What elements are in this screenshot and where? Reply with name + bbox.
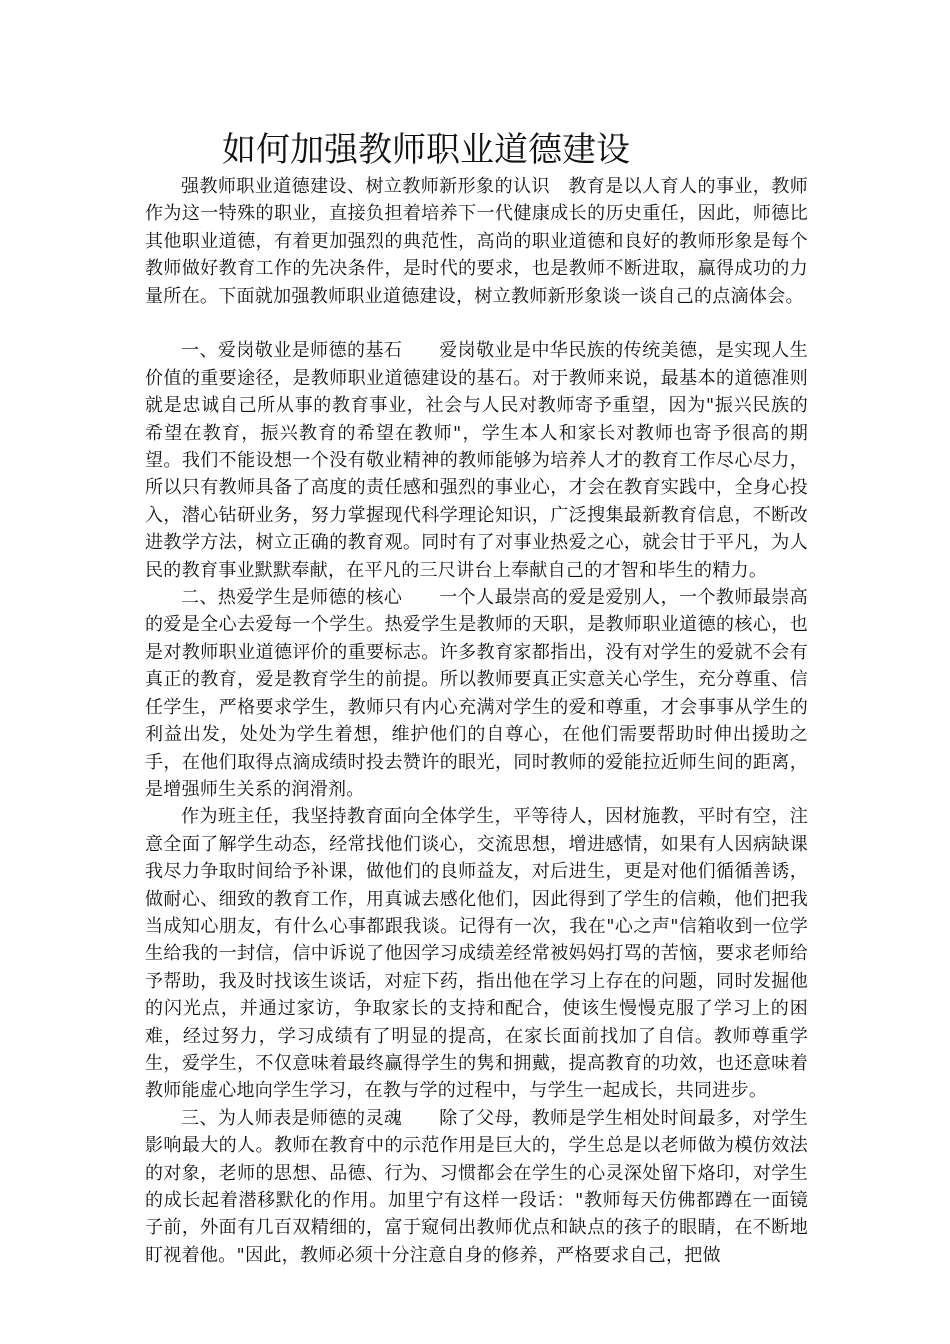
section-2-paragraph: 二、热爱学生是师德的核心 一个人最崇高的爱是爱别人，一个教师最崇高的爱是全心去爱每一个学生。热爱学生是教师的天职，是教师职业道德的核心，也是对教师职业道德评价的重要标志。许多教育家都指出，没有对学生的爱就不会有真正的教育，爱是教育学生的前提。所以教师要真正实意关心学生，充分尊重、信任学生，严格要求学生，教师只有内心充满对学生的爱和尊重，才会事事从学生的利益出发，处处为学生着想，维护他们的自尊心，在他们需要帮助时伸出援助之手，在他们取得点滴成绩时投去赞许的眼光，同时教师的爱能拉近师生间的距离，是增强师生关系的润滑剂。 bbox=[145, 587, 808, 800]
document-body bbox=[145, 173, 808, 1269]
section-3-paragraph: 三、为人师表是师德的灵魂 除了父母，教师是学生相处时间最多，对学生影响最大的人。教师在教育中的示范作用是巨大的，学生总是以老师做为模仿效法的对象，老师的思想、品德、行为、习惯都会在学生的心灵深处留下烙印，对学生的成长起着潜移默化的作用。加里宁有这样一段话："教师每天仿佛都蹲在一面镜子前，外面有几百双精细的，富于窥伺出教师优点和缺点的孩子的眼睛，在不断地盯视着他。"因此，教师必须十分注意自身的修养，严格要求自己，把做 bbox=[145, 1107, 808, 1266]
paragraph-spacer bbox=[145, 310, 808, 337]
section-1-paragraph: 一、爱岗敬业是师德的基石 爱岗敬业是中华民族的传统美德，是实现人生价值的重要途径，是教师职业道德建设的基石。对于教师来说，最基本的道德准则就是忠诚自己所从事的教育事业，社会与人民对教师寄予重望，因为"振兴民族的希望在教育，振兴教育的希望在教师"，学生本人和家长对教师也寄予很高的期望。我们不能设想一个没有敬业精神的教师能够为培养人才的教育工作尽心尽力，所以只有教师具备了高度的责任感和强烈的事业心，才会在教育实践中，全身心投入，潜心钻研业务，努力掌握现代科学理论知识，广泛搜集最新教育信息，不断改进教学方法，树立正确的教育观。同时有了对事业热爱之心，就会甘于平凡，为人民的教育事业默默奉献，在平凡的三尺讲台上奉献自己的才智和毕生的精力。 bbox=[145, 340, 808, 581]
document-title: 如何加强教师职业道德建设 bbox=[222, 130, 630, 170]
class-teacher-paragraph: 作为班主任，我坚持教育面向全体学生，平等待人，因材施教，平时有空，注意全面了解学生动态，经常找他们谈心，交流思想，增进感情，如果有人因病缺课我尽力争取时间给予补课，做他们的良师益友，对后进生，更是对他们循循善诱，做耐心、细致的教育工作，用真诚去感化他们，因此得到了学生的信赖，他们把我当成知心朋友，有什么心事都跟我谈。记得有一次，我在"心之声"信箱收到一位学生给我的一封信，信中诉说了他因学习成绩差经常被妈妈打骂的苦恼，要求老师给予帮助，我及时找该生谈话，对症下药，指出他在学习上存在的问题，同时发掘他的闪光点，并通过家访，争取家长的支持和配合，使该生慢慢克服了学习上的困难，经过努力，学习成绩有了明显的提高，在家长面前找加了自信。教师尊重学生，爱学生，不仅意味着最终赢得学生的隽和拥戴，提高教育的功效，也还意味着教师能虚心地向学生学习，在教与学的过程中，与学生一起成长，共同进步。 bbox=[145, 806, 808, 1102]
intro-paragraph: 强教师职业道德建设、树立教师新形象的认识 教育是以人育人的事业，教师作为这一特殊的职业，直接负担着培养下一代健康成长的历史重任，因此，师德比其他职业道德，有着更加强烈的典范性，高尚的职业道德和良好的教师形象是每个教师做好教育工作的先决条件，是时代的要求，也是教师不断进取，赢得成功的力量所在。下面就加强教师职业道德建设，树立教师新形象谈一谈自己的点滴体会。 bbox=[145, 176, 808, 307]
